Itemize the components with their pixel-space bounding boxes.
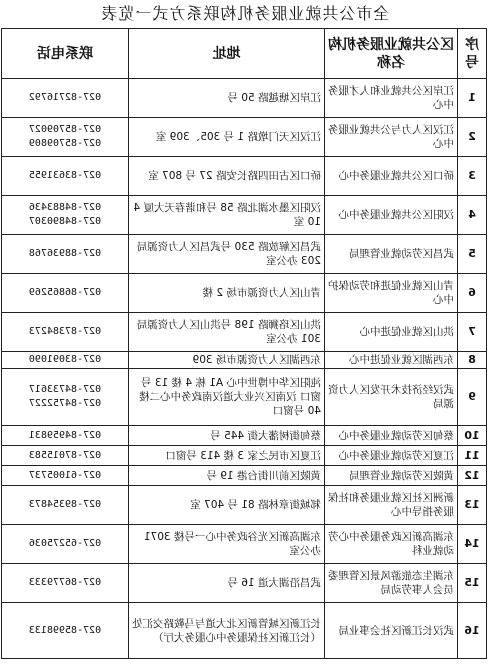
table-row — [2, 603, 487, 659]
phone-number: 027-87015583 — [28, 449, 102, 461]
agency-address: 汉阳区墨水湖北路 58 号和谐春天大厦 410 室 — [129, 196, 325, 235]
agency-name: 黄陂区劳动就业管理局 — [325, 466, 458, 486]
phone-number: 027-85998133 — [28, 624, 102, 636]
agency-phone — [2, 564, 129, 603]
phone-number: 027-84883436 — [28, 202, 102, 213]
table-row — [2, 313, 487, 352]
agency-name: 武昌区劳动就业管理局 — [325, 235, 458, 274]
agency-phone — [2, 369, 129, 426]
agency-address: 沌阳区华中博世中心 A1 栋 4 楼 13 号窗口 汉南区兴业大道汉南政务中心二楼 40 号窗口 — [129, 369, 325, 426]
agency-phone — [2, 79, 129, 118]
row-number: 13 — [458, 486, 487, 525]
header-no: 序号 — [458, 29, 487, 79]
phone-number: 027-84733617 — [28, 384, 102, 395]
agency-address: 东西湖区人力资源市场 309 — [129, 352, 325, 369]
agency-name: 硚口区公共就业服务中心 — [325, 157, 458, 196]
agency-phone — [2, 274, 129, 313]
agency-phone — [2, 118, 129, 157]
table-row — [2, 235, 487, 274]
agency-address: 东湖高新区光谷政务中心一号楼 3071 办公室 — [129, 525, 325, 564]
agency-name: 汉阳区公共就业服务中心 — [325, 196, 458, 235]
agency-name: 东湖生态旅游风景区管理委员会人事劳动局 — [325, 564, 458, 603]
agency-address: 邾城街章林路 81 号 407 室 — [129, 486, 325, 525]
phone-number: 027-86779333 — [28, 577, 102, 588]
phone-number: 027-83631955 — [28, 170, 102, 181]
row-number: 12 — [458, 466, 487, 486]
row-number: 8 — [458, 352, 487, 369]
agency-address: 江夏区市民之家 3 楼 413 号窗口 — [129, 446, 325, 466]
table-row — [2, 446, 487, 466]
phone-number: 027-86865269 — [28, 287, 102, 298]
agency-name: 青山区就业促进和劳动保护中心 — [325, 274, 458, 313]
table-row — [2, 118, 487, 157]
row-number: 2 — [458, 118, 487, 157]
row-number: 16 — [458, 603, 487, 659]
agency-name: 洪山区就业促进中心 — [325, 313, 458, 352]
agency-phone — [2, 486, 129, 525]
agency-address: 武昌区解放路 530 号武昌区人力资源局 203 办公室 — [129, 235, 325, 274]
agency-name: 新洲区社区就业服务和社保服务指导中心 — [325, 486, 458, 525]
table-row — [2, 157, 487, 196]
table-row — [2, 369, 487, 426]
phone-number: 027-84890307 — [28, 216, 102, 227]
header-address: 地址 — [129, 29, 325, 79]
table-row — [2, 79, 487, 118]
row-number: 4 — [458, 196, 487, 235]
agency-address: 青山区人力资源市场 2 楼 — [129, 274, 325, 313]
agency-phone — [2, 525, 129, 564]
row-number: 7 — [458, 313, 487, 352]
row-number: 11 — [458, 446, 487, 466]
table-row — [2, 196, 487, 235]
phone-number: 027-65275036 — [28, 538, 102, 549]
agency-phone — [2, 235, 129, 274]
table-row — [2, 426, 487, 446]
table-header — [2, 29, 487, 79]
row-number: 15 — [458, 564, 487, 603]
agency-phone — [2, 466, 129, 486]
agency-phone — [2, 426, 129, 446]
header-phone: 联系电话 — [2, 29, 129, 79]
table-row — [2, 274, 487, 313]
agency-name: 武汉长江新区社会事业局 — [325, 603, 458, 659]
agency-phone — [2, 157, 129, 196]
agency-address: 洪山区珞狮路 198 号洪山区人力资源局 301 办公室 — [129, 313, 325, 352]
table-row — [2, 352, 487, 369]
agency-name: 江夏区劳动就业服务中心 — [325, 446, 458, 466]
row-number: 3 — [458, 157, 487, 196]
row-number: 5 — [458, 235, 487, 274]
table-row — [2, 466, 487, 486]
agency-phone — [2, 313, 129, 352]
phone-number: 027-82716792 — [28, 92, 102, 103]
agency-phone — [2, 352, 129, 369]
agency-name: 东西湖区就业促进中心 — [325, 352, 458, 369]
phone-number: 027-89354873 — [28, 499, 102, 510]
table-row — [2, 486, 487, 525]
agency-phone — [2, 196, 129, 235]
agency-address: 江岸区塘越路 50 号 — [129, 79, 325, 118]
agency-address: 武昌沿湖大道 16 号 — [129, 564, 325, 603]
phone-number: 027-88936768 — [28, 248, 102, 259]
agency-address: 蔡甸街树藩大街 445 号 — [129, 426, 325, 446]
phone-number: 027-84959831 — [28, 429, 102, 441]
row-number: 9 — [458, 369, 487, 426]
phone-number: 027-83091090 — [28, 354, 102, 365]
header-name: 区公共就业服务机构名称 — [325, 29, 458, 79]
row-number: 14 — [458, 525, 487, 564]
table-row — [2, 525, 487, 564]
row-number: 1 — [458, 79, 487, 118]
agency-phone — [2, 446, 129, 466]
agency-address: 黄陂区前川街台港 19 号 — [129, 466, 325, 486]
agency-name: 江汉区人力与公共就业服务中心 — [325, 118, 458, 157]
row-number: 10 — [458, 426, 487, 446]
header-row — [2, 29, 487, 79]
agency-name: 武汉经济技术开发区人力资源局 — [325, 369, 458, 426]
agency-phone — [2, 603, 129, 659]
agency-name: 东湖高新区政务服务中心劳动就业科 — [325, 525, 458, 564]
agency-address: 江汉区天门墩路 1 号 305、309 室 — [129, 118, 325, 157]
agency-address: 长江新区城管新区北大道与马鞍路交汇处（长江新区社保服务中心服务大厅） — [129, 603, 325, 659]
contact-table — [1, 28, 487, 659]
phone-number: 027-61005737 — [28, 469, 102, 481]
table-row — [2, 564, 487, 603]
phone-number: 027-85709809 — [28, 138, 102, 149]
agency-address: 硚口区古田四路长安路 27 号 807 室 — [129, 157, 325, 196]
table-body — [2, 79, 487, 659]
row-number: 6 — [458, 274, 487, 313]
page-title: 全市公共就业服务机构联系方式一览表 — [100, 4, 390, 23]
agency-name: 蔡甸区劳动就业服务中心 — [325, 426, 458, 446]
agency-name: 江岸区公共就业和人才服务中心 — [325, 79, 458, 118]
phone-number: 027-87384273 — [28, 326, 102, 337]
phone-number: 027-84752227 — [28, 398, 102, 409]
phone-number: 027-85709027 — [28, 124, 102, 135]
